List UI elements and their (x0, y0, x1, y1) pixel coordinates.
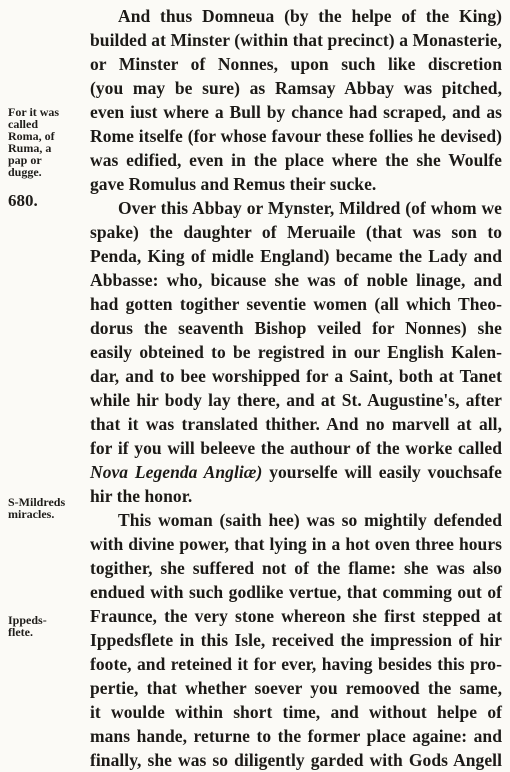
text-line: gave Romulus and Remus their sucke. (90, 174, 377, 194)
text-line: foote, and reteined it for ever, having besides this pro- (90, 654, 502, 674)
margin-note-ippedsflete: Ippeds- flete. (8, 613, 47, 639)
text-line-rest: yourselfe will easily vouchsafe (269, 462, 502, 482)
text-line: easily obteined to be registred in our English Kalen- (90, 342, 502, 362)
text-line: even iust where a Bull by chance had scraped, and as (90, 102, 502, 122)
text-line: Ippedsflete in this Isle, received the impression of hir (90, 630, 502, 650)
text-line: for if you will beleeve the authour of the worke called (90, 438, 502, 458)
text-line: spake) the daughter of Meruaile (that was son to (90, 222, 502, 242)
text-line: Over this Abbay or Mynster, Mildred (of whom we (118, 198, 502, 218)
text-line: finally, she was so diligently garded with Gods Angell (90, 750, 502, 770)
text-line: (you may be sure) as Ramsay Abbay was pitched, (90, 78, 502, 98)
text-line: or Minster of Nonnes, upon such like discretion (90, 54, 502, 74)
text-line: hir the honor. (90, 486, 193, 506)
text-line-italic (90, 460, 502, 484)
text-line: Fraunce, the very stone whereon she first stepped at (90, 606, 502, 626)
text-line: Penda, King of midle England) became the Lady and (90, 246, 502, 266)
text-line: while hir body lay there, and at St. Augustine's, after (90, 390, 502, 410)
text-line: had gotten togither seventie women (all which Theo- (90, 294, 502, 314)
text-line: endued with such godlike vertue, that comming out of (90, 582, 502, 602)
text-line: pertie, that whether soever you remooved the same, (90, 678, 502, 698)
text-line: Rome itselfe (for whose favour these follies he devised) (90, 126, 502, 146)
text-line: dar, and to bee worshipped for a Saint, both at Tanet (90, 366, 502, 386)
text-line: it woulde within short time, and without helpe of (90, 702, 502, 722)
text-line: togither, she suffered not of the flame: she was also (90, 558, 502, 578)
text-line: builded at Minster (within that precinct) a Monasterie, (90, 30, 502, 50)
margin-year-680: 680. (8, 191, 38, 210)
text-line: was edified, even in the place where the she Woulfe (90, 150, 502, 170)
text-line: This woman (saith hee) was so mightily defended (118, 510, 502, 530)
italic-title: Nova Legenda Angliæ) (90, 462, 263, 482)
text-line: dorus the seaventh Bishop veiled for Nonnes) she (90, 318, 502, 338)
text-line: Abbasse: who, bicause she was of noble linage, and (90, 270, 502, 290)
margin-note-mildreds-miracles: S-Mildreds miracles. (8, 495, 66, 521)
text-line: And thus Domneua (by the helpe of the King) (118, 6, 502, 26)
text-line: with divine power, that lying in a hot oven three hours (90, 534, 502, 554)
text-line: that it was translated thither. And no marvell at all, (90, 414, 502, 434)
text-line: mans hande, returne to the former place againe: and (90, 726, 502, 746)
margin-note-roma: For it was called Roma, of Ruma, a pap or dugge. (8, 105, 60, 179)
